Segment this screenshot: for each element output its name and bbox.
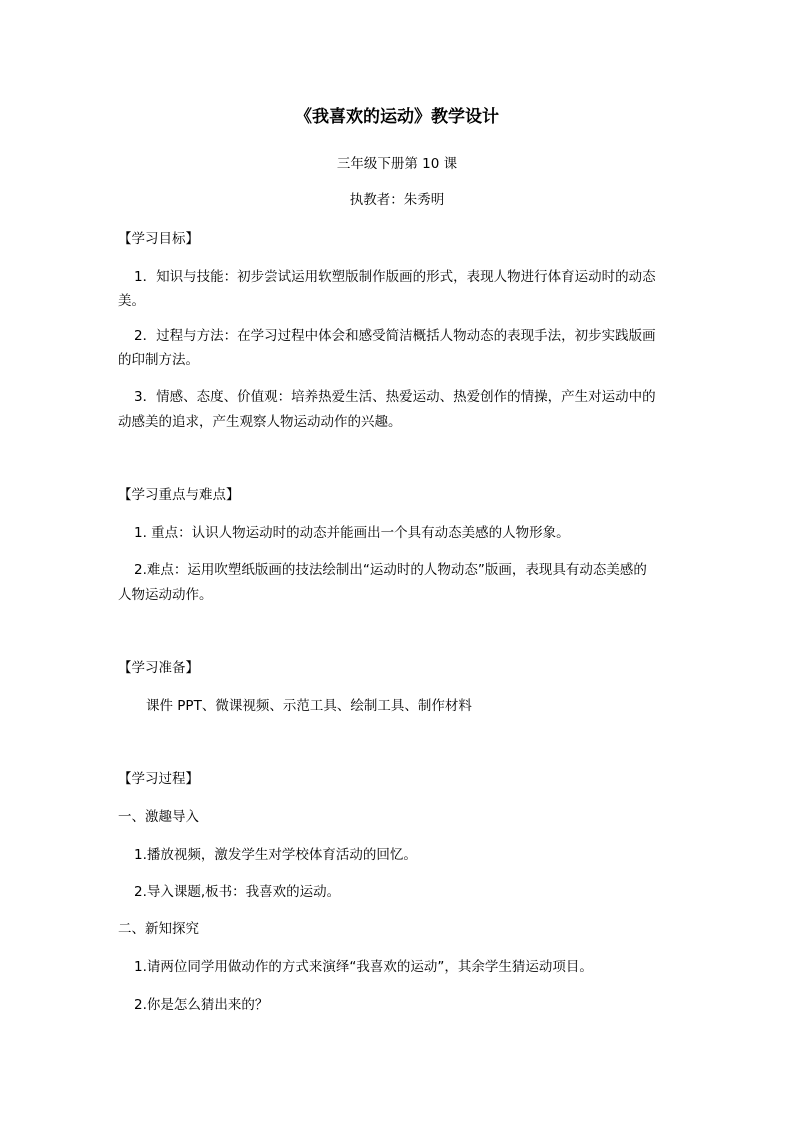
teacher-line: 执教者：朱秀明 bbox=[349, 192, 445, 208]
preparation-content: 课件 PPT、微课视频、示范工具、绘制工具、制作材料 bbox=[146, 698, 472, 714]
key-point-1: 1. 重点：认识人物运动时的动态并能画出一个具有动态美感的人物形象。 bbox=[134, 525, 570, 541]
objective-1-line-1: 1．知识与技能：初步尝试运用软塑版制作版画的形式，表现人物进行体育运动时的动态 bbox=[134, 269, 656, 285]
objective-3-line-2: 动感美的追求，产生观察人物运动动作的兴趣。 bbox=[118, 414, 402, 430]
key-point-2-line-2: 人物运动动作。 bbox=[118, 587, 213, 603]
objective-2-line-2: 的印制方法。 bbox=[118, 352, 199, 368]
document-title: 《我喜欢的运动》教学设计 bbox=[295, 107, 499, 127]
process-part-1-heading: 一、激趣导入 bbox=[118, 809, 199, 825]
key-points-heading: 【学习重点与难点】 bbox=[118, 487, 240, 503]
process-part-2-item-1: 1.请两位同学用做动作的方式来演绎“我喜欢的运动”，其余学生猜运动项目。 bbox=[134, 959, 593, 975]
preparation-heading: 【学习准备】 bbox=[118, 660, 199, 676]
process-part-1-item-2: 2.导入课题,板书：我喜欢的运动。 bbox=[134, 884, 341, 900]
key-point-2-line-1: 2.难点：运用吹塑纸版画的技法绘制出“运动时的人物动态”版画，表现具有动态美感的 bbox=[134, 562, 647, 578]
objective-3-line-1: 3．情感、态度、价值观：培养热爱生活、热爱运动、热爱创作的情操，产生对运动中的 bbox=[134, 389, 656, 405]
objectives-heading: 【学习目标】 bbox=[118, 231, 199, 247]
document-subtitle: 三年级下册第 10 课 bbox=[336, 156, 458, 172]
process-part-1-item-1: 1.播放视频，激发学生对学校体育活动的回忆。 bbox=[134, 847, 417, 863]
process-part-2-item-2: 2.你是怎么猜出来的？ bbox=[134, 997, 269, 1013]
process-part-2-heading: 二、新知探究 bbox=[118, 921, 199, 937]
objective-2-line-1: 2．过程与方法：在学习过程中体会和感受简洁概括人物动态的表现手法，初步实践版画 bbox=[134, 328, 656, 344]
objective-1-line-2: 美。 bbox=[118, 293, 145, 309]
process-heading: 【学习过程】 bbox=[118, 771, 199, 787]
